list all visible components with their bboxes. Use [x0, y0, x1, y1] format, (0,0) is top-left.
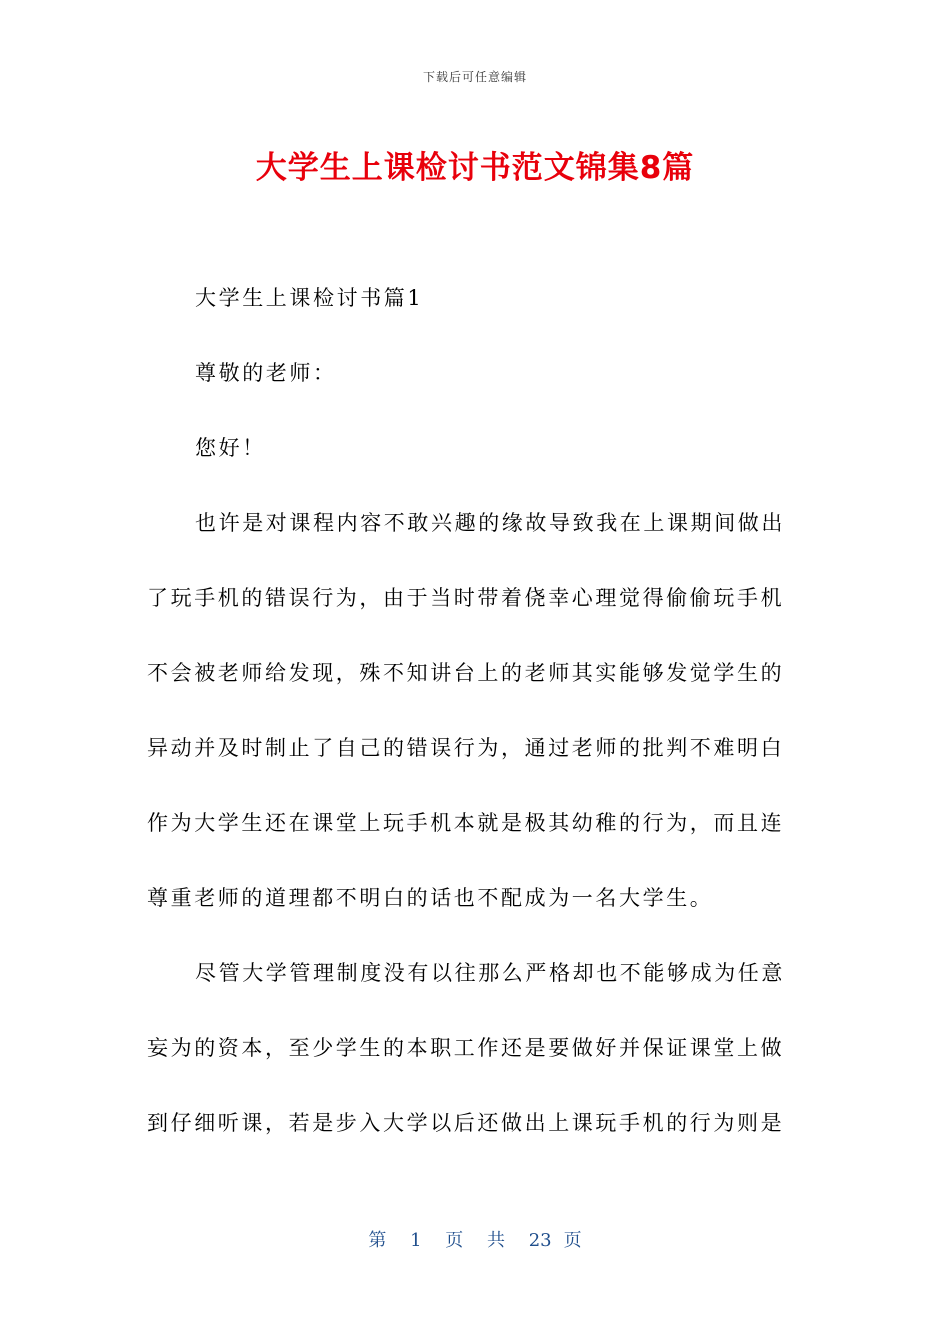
- document-title: 大学生上课检讨书范文锦集8篇: [255, 150, 695, 186]
- paragraph-line: 妄为的资本，至少学生的本职工作还是要做好并保证课堂上做: [147, 1036, 785, 1060]
- paragraph-line: 作为大学生还在课堂上玩手机本就是极其幼稚的行为，而且连: [147, 811, 785, 835]
- footer-total-unit: 页: [563, 1230, 582, 1251]
- footer-page-number: 1: [410, 1230, 422, 1251]
- salutation: 尊敬的老师：: [195, 361, 337, 385]
- paragraph-line: 尊重老师的道理都不明白的话也不配成为一名大学生。: [147, 886, 714, 910]
- paragraph-line: 异动并及时制止了自己的错误行为，通过老师的批判不难明白: [147, 736, 785, 760]
- greeting: 您好！: [195, 436, 266, 460]
- paragraph-line: 不会被老师给发现，殊不知讲台上的老师其实能够发觉学生的: [147, 661, 785, 685]
- footer-total-pages: 23: [528, 1230, 552, 1251]
- footer-total-label: 共: [487, 1230, 505, 1251]
- paragraph-line: 也许是对课程内容不敢兴趣的缘故导致我在上课期间做出: [195, 511, 785, 535]
- paragraph-line: 到仔细听课，若是步入大学以后还做出上课玩手机的行为则是: [147, 1111, 785, 1135]
- header-note: 下载后可任意编辑: [422, 70, 527, 84]
- footer-page-unit: 页: [445, 1230, 464, 1251]
- paragraph-line: 了玩手机的错误行为，由于当时带着侥幸心理觉得偷偷玩手机: [147, 586, 785, 610]
- document-body: [147, 270, 793, 1170]
- page-footer: [0, 1226, 950, 1252]
- paragraph-line: 尽管大学管理制度没有以往那么严格却也不能够成为任意: [195, 961, 785, 985]
- footer-prefix: 第: [368, 1230, 387, 1251]
- section-heading: 大学生上课检讨书篇1: [195, 286, 424, 310]
